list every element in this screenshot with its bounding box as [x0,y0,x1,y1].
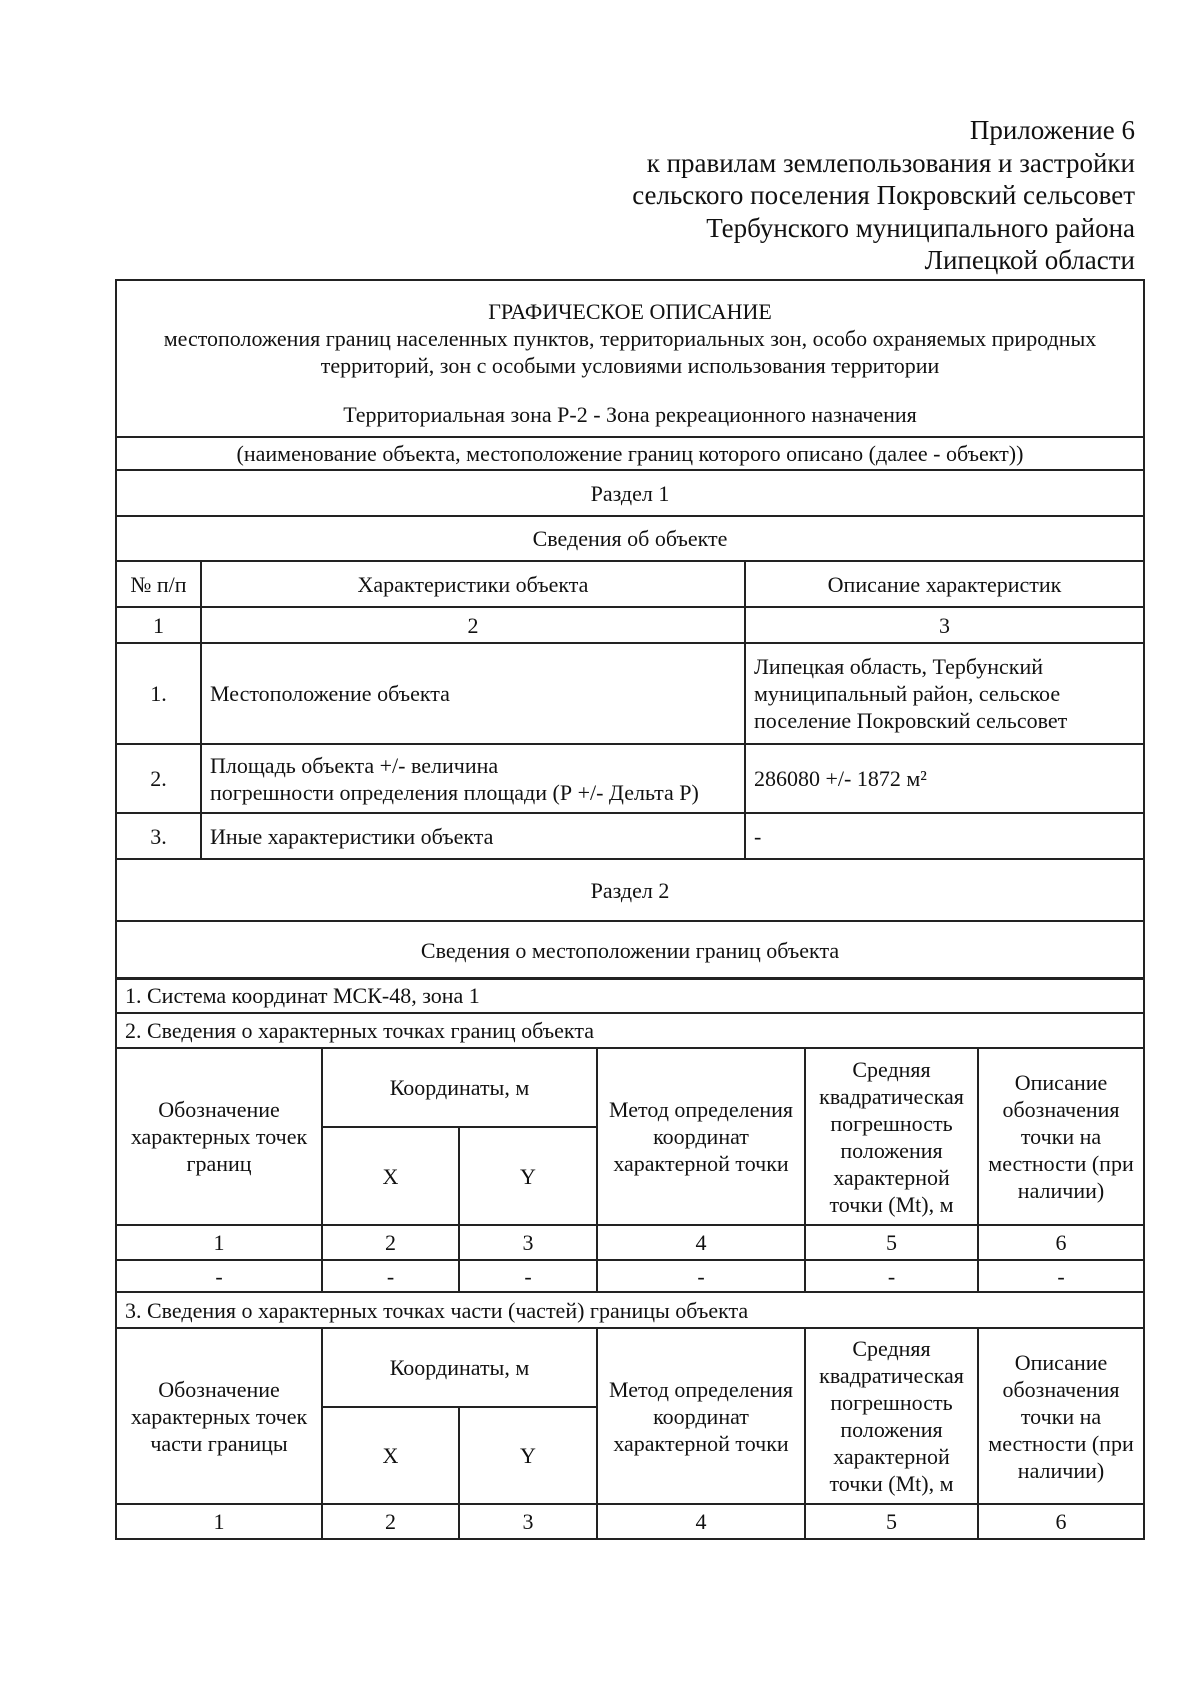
coordinate-system: 1. Система координат МСК-48, зона 1 [116,978,1144,1013]
header-y: Y [459,1127,597,1225]
header-designation [116,1048,322,1225]
header-method [597,1048,805,1225]
header-line: Обозначение [158,1376,280,1402]
appendix-line-1: Приложение 6 [969,115,1135,145]
header-line: границ [186,1151,252,1176]
col-number: 4 [597,1504,805,1539]
points-cell: - [322,1260,459,1292]
header-line: характерных точек [130,1124,308,1149]
header-error [805,1328,978,1504]
row-name-line: Площадь объекта +/- величина [210,752,499,778]
points-cell: - [978,1260,1144,1292]
header-line: погрешность [830,1110,953,1136]
header-line: Обозначение [158,1097,280,1122]
parts-number-row [116,1504,1144,1539]
header-error [805,1048,978,1225]
col-number: 3 [459,1225,597,1260]
row-description [745,643,1144,744]
appendix-line-2: к правилам землепользования и застройки [646,147,1135,178]
header-line: координат [653,1124,749,1149]
appendix-line-3: сельского поселения Покровский сельсовет [632,180,1135,210]
header-line: положения [840,1417,943,1442]
header-line: характерных точек [130,1403,308,1429]
header-line: погрешность [830,1390,953,1415]
title-cell [116,280,1144,437]
section1-header-row [116,561,1144,607]
section2-title: Раздел 2 [116,859,1144,921]
header-line: наличии) [1017,1178,1105,1203]
header-line: положения [840,1137,943,1163]
document-subtitle-line-2: территорий, зон с особыми условиями использования территории [320,353,940,378]
row-description-line: муниципальный район, сельское [754,681,1061,706]
header-y: Y [459,1407,597,1504]
col-number: 1 [116,1225,322,1260]
header-coordinates: Координаты, м [322,1328,597,1407]
header-line: местности (при [988,1430,1134,1456]
header-line: характерной [833,1444,950,1469]
header-line: характерной точки [613,1151,789,1176]
header-number: № п/п [116,561,201,607]
header-coordinates: Координаты, м [322,1048,597,1127]
header-line: Метод определения [608,1097,794,1122]
header-line: точки (Mt), м [829,1471,954,1496]
points-cell: - [597,1260,805,1292]
table-row [116,813,1144,859]
header-line: Метод определения [608,1376,794,1402]
points-title: 2. Сведения о характерных точках границ объекта [116,1013,1144,1048]
header-line: наличии) [1017,1457,1105,1483]
header-x: X [322,1407,459,1504]
table-row [116,643,1144,744]
row-description: 286080 +/- 1872 м² [745,744,1144,813]
col-number: 6 [978,1225,1144,1260]
header-x: X [322,1127,459,1225]
col-number: 3 [459,1504,597,1539]
col-number: 2 [322,1225,459,1260]
section1-table [115,279,1145,980]
header-line: точки на [1020,1124,1102,1149]
header-designation-part [116,1328,322,1504]
col-number: 5 [805,1504,978,1539]
col-number-1: 1 [116,607,201,643]
header-description: Описание характеристик [745,561,1144,607]
parts-title: 3. Сведения о характерных точках части (частей) границы объекта [116,1292,1144,1328]
appendix-header [560,114,1135,277]
row-name: Местоположение объекта [201,643,745,744]
row-description-line: Липецкая область, Тербунский [754,654,1044,679]
header-line: местности (при [988,1151,1134,1176]
document-heading: ГРАФИЧЕСКОЕ ОПИСАНИЕ [488,299,772,324]
section1-subtitle: Сведения об объекте [116,516,1144,561]
section1-number-row [116,607,1144,643]
row-number: 1. [116,643,201,744]
header-line: части границы [150,1430,288,1456]
row-name [201,744,745,813]
appendix-line-4: Тербунского муниципального района [706,212,1135,243]
col-number: 2 [322,1504,459,1539]
header-line: квадратическая [819,1363,964,1388]
points-cell: - [116,1260,322,1292]
section2-table [115,977,1145,1540]
header-line: Средняя [852,1056,931,1082]
row-number: 3. [116,813,201,859]
col-number: 1 [116,1504,322,1539]
header-line: точки на [1020,1403,1102,1429]
section1-title: Раздел 1 [116,470,1144,516]
points-cell: - [805,1260,978,1292]
points-header-row [116,1048,1144,1127]
table-row [116,744,1144,813]
header-point-description [978,1328,1144,1504]
header-line: координат [653,1403,749,1429]
col-number: 5 [805,1225,978,1260]
appendix-line-5: Липецкой области [924,245,1135,275]
header-method [597,1328,805,1504]
header-line: обозначения [1002,1376,1120,1402]
row-name: Иные характеристики объекта [201,813,745,859]
object-name: Территориальная зона Р-2 - Зона рекреационного назначения [343,402,917,427]
header-point-description [978,1048,1144,1225]
header-line: Описание [1014,1349,1108,1375]
header-line: Средняя [852,1336,931,1361]
section2-subtitle: Сведения о местоположении границ объекта [116,921,1144,979]
header-line: характерной [833,1164,950,1190]
row-number: 2. [116,744,201,813]
row-description: - [745,813,1144,859]
header-line: обозначения [1002,1097,1120,1122]
parts-header-row [116,1328,1144,1407]
object-caption: (наименование объекта, местоположение границ которого описано (далее - объект)) [116,437,1144,470]
document-subtitle-line-1: местоположения границ населенных пунктов, территориальных зон, особо охраняемых природных [163,326,1097,351]
title-block [116,280,1144,437]
table-row [116,1260,1144,1292]
points-number-row [116,1225,1144,1260]
header-characteristics: Характеристики объекта [201,561,745,607]
header-line: квадратическая [819,1083,964,1109]
col-number-2: 2 [201,607,745,643]
points-cell: - [459,1260,597,1292]
header-line: точки (Mt), м [829,1191,954,1217]
col-number-3: 3 [745,607,1144,643]
header-line: характерной точки [613,1430,789,1456]
col-number: 6 [978,1504,1144,1539]
row-name-line: погрешности определения площади (Р +/- Дельта Р) [210,779,699,805]
header-line: Описание [1014,1070,1108,1095]
row-description-line: поселение Покровский сельсовет [754,708,1068,733]
col-number: 4 [597,1225,805,1260]
